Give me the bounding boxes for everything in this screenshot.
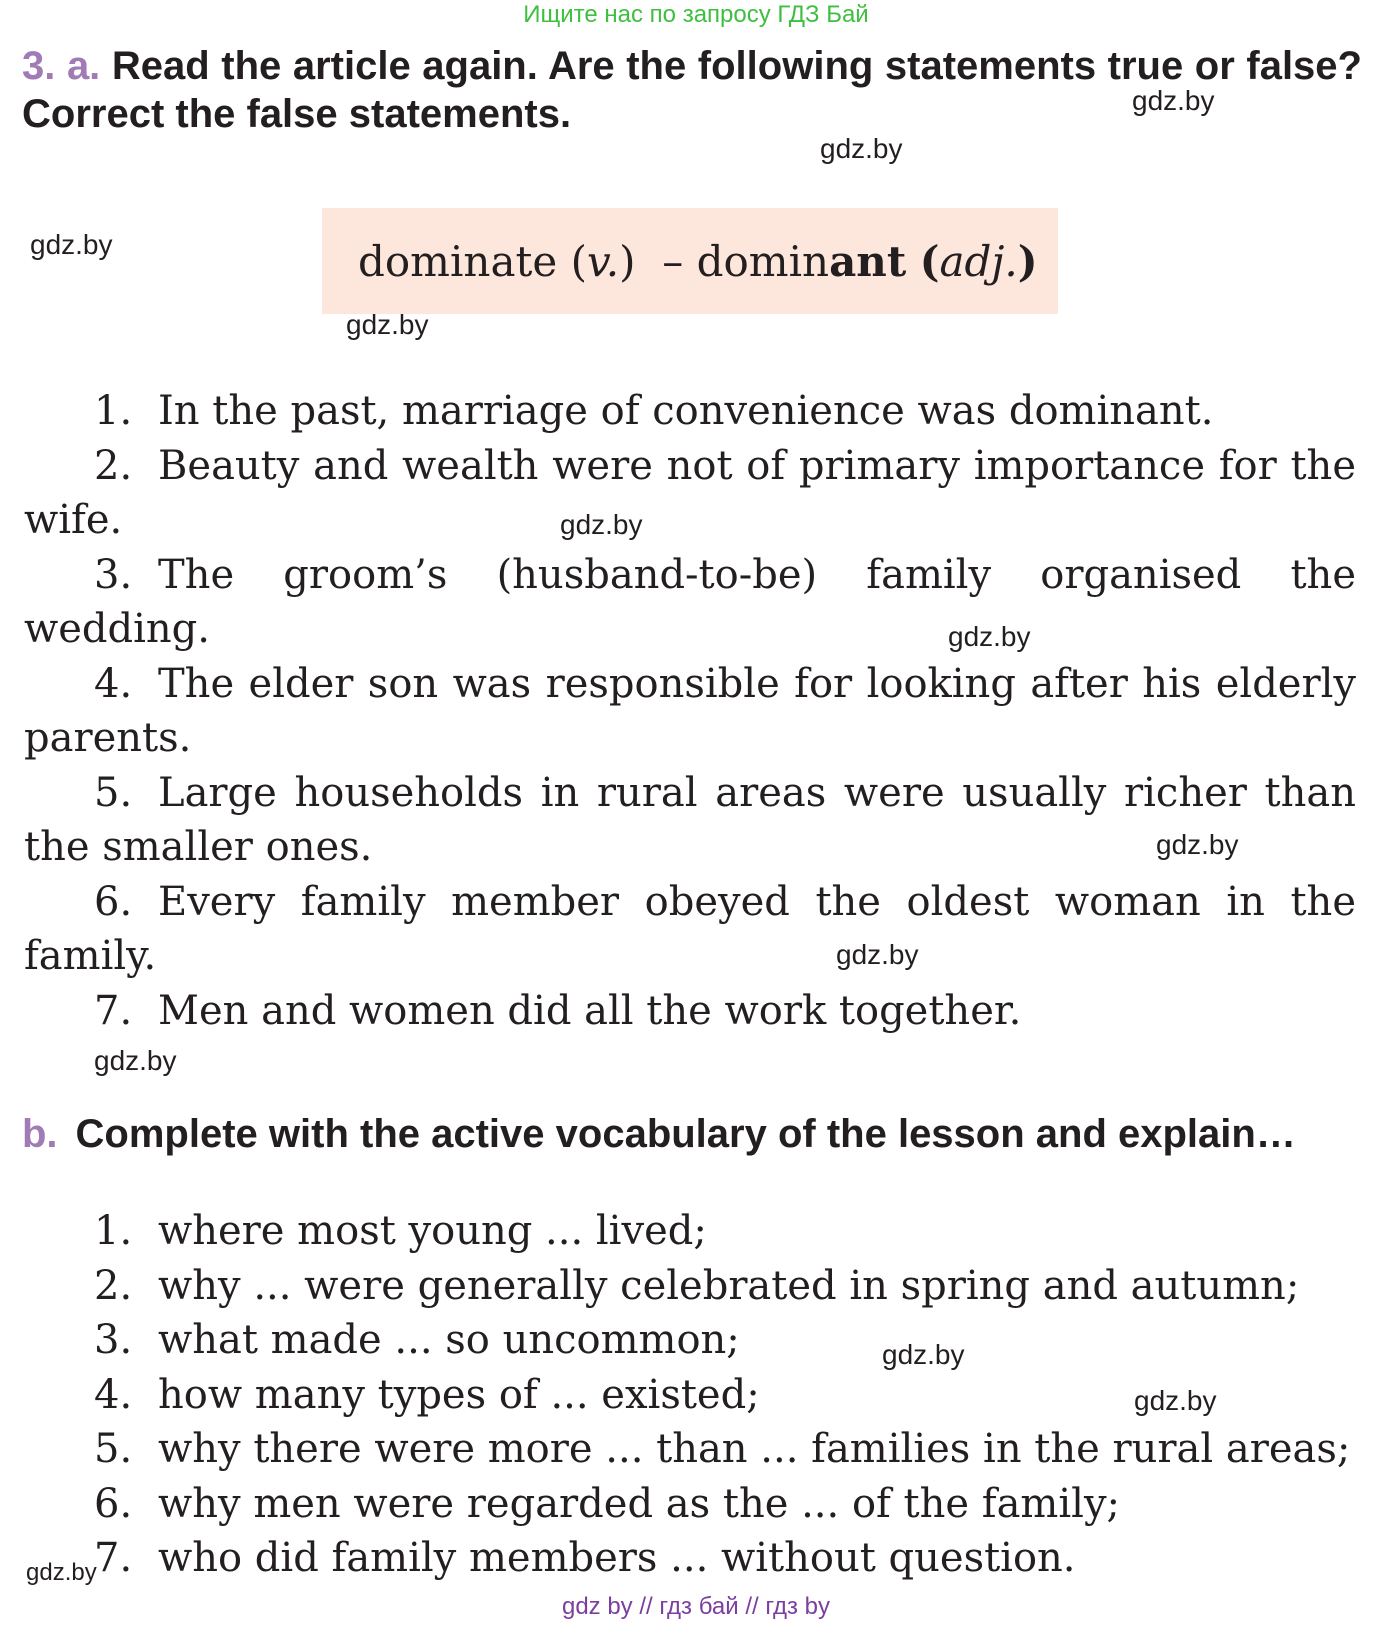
- watermark: gdz.by: [882, 1339, 965, 1370]
- statement-item: [24, 384, 1356, 439]
- exercise-number: 3.: [22, 44, 56, 88]
- statement-number: 1.: [94, 388, 133, 434]
- vocab-word-verb: dominate: [358, 236, 558, 286]
- statement-number: 2.: [94, 442, 133, 489]
- watermark: gdz.by: [836, 939, 919, 970]
- watermark: gdz.by: [26, 1559, 97, 1586]
- question-text: where most young ... lived;: [158, 1208, 707, 1254]
- question-number: 1.: [94, 1208, 133, 1254]
- question-number: 5.: [94, 1426, 133, 1472]
- watermark: gdz.by: [94, 1045, 177, 1076]
- top-banner: Ищите нас по запросу ГДЗ Бай: [523, 1, 869, 28]
- question-text: how many types of ... existed;: [158, 1371, 760, 1418]
- question-number: 2.: [94, 1262, 133, 1309]
- section-a-instruction: Read the article again. Are the following statements true or false? Correct the false statements.: [22, 44, 1362, 136]
- statement-number: 6.: [94, 878, 133, 925]
- question-text: who did family members ... without question.: [158, 1535, 1076, 1581]
- watermark: gdz.by: [820, 133, 903, 164]
- question-text: what made ... so uncommon;: [158, 1317, 740, 1363]
- statement-number: 5.: [94, 769, 133, 816]
- statement-text: Beauty and wealth were not of primary importance for the wife.: [24, 442, 1356, 543]
- question-number: 4.: [94, 1371, 133, 1418]
- vocab-pos1-open: (: [570, 236, 588, 286]
- statement-text: Men and women did all the work together.: [158, 987, 1022, 1034]
- vocab-pos1-close: ): [619, 236, 636, 286]
- section-b-instruction: Complete with the active vocabulary of the lesson and explain…: [75, 1112, 1296, 1156]
- statement-number: 3.: [94, 551, 133, 598]
- section-b-letter: b.: [22, 1112, 58, 1156]
- vocab-word-adj-stem: domin: [696, 236, 830, 286]
- question-item: [24, 1422, 1356, 1477]
- vocab-pos2-close: ): [1017, 236, 1038, 286]
- statement-item: [24, 875, 1356, 984]
- vocab-pos2-open: (: [919, 236, 940, 286]
- statement-number: 7.: [94, 987, 133, 1034]
- vocabulary-box: [322, 208, 1058, 314]
- question-number: 7.: [94, 1535, 133, 1581]
- statement-item: [24, 548, 1356, 657]
- statement-item: [24, 439, 1356, 548]
- statement-item: [24, 984, 1356, 1039]
- vocab-pos-verb: v.: [587, 236, 620, 286]
- question-text: why there were more ... than ... families in the rural areas;: [158, 1426, 1351, 1472]
- watermark: gdz.by: [560, 509, 643, 540]
- watermark: gdz.by: [30, 229, 113, 260]
- statement-item: [24, 657, 1356, 766]
- vocab-word-adj-suffix: ant: [829, 236, 907, 286]
- question-number: 6.: [94, 1480, 133, 1527]
- section-b-heading: [22, 1110, 1362, 1158]
- question-item: [24, 1531, 1356, 1586]
- statement-text: Every family member obeyed the oldest woman in the family.: [24, 878, 1356, 979]
- question-item: [24, 1477, 1356, 1532]
- question-item: [24, 1259, 1356, 1314]
- footer-links: gdz by // гдз бай // гдз by: [561, 1593, 831, 1620]
- statement-number: 4.: [94, 660, 133, 707]
- question-item: [24, 1204, 1356, 1259]
- question-text: why ... were generally celebrated in spring and autumn;: [158, 1262, 1300, 1309]
- question-number: 3.: [94, 1317, 133, 1363]
- watermark: gdz.by: [1134, 1385, 1217, 1416]
- statements-list: [24, 384, 1356, 1038]
- section-a-letter: a.: [66, 44, 101, 88]
- statement-text: In the past, marriage of convenience was dominant.: [158, 388, 1214, 434]
- question-text: why men were regarded as the ... of the family;: [158, 1480, 1121, 1527]
- statement-text: Large households in rural areas were usually richer than the smaller ones.: [24, 769, 1356, 870]
- watermark: gdz.by: [948, 621, 1031, 652]
- watermark: gdz.by: [346, 309, 429, 340]
- statement-text: The groom’s (husband-to-be) family organised the wedding.: [24, 551, 1356, 652]
- watermark: gdz.by: [1132, 85, 1215, 116]
- question-item: [24, 1313, 1356, 1368]
- vocab-pos-adj: adj.: [939, 236, 1018, 286]
- watermark: gdz.by: [1156, 829, 1239, 860]
- vocab-dash: –: [662, 236, 684, 286]
- statement-text: The elder son was responsible for looking after his elderly parents.: [24, 660, 1356, 761]
